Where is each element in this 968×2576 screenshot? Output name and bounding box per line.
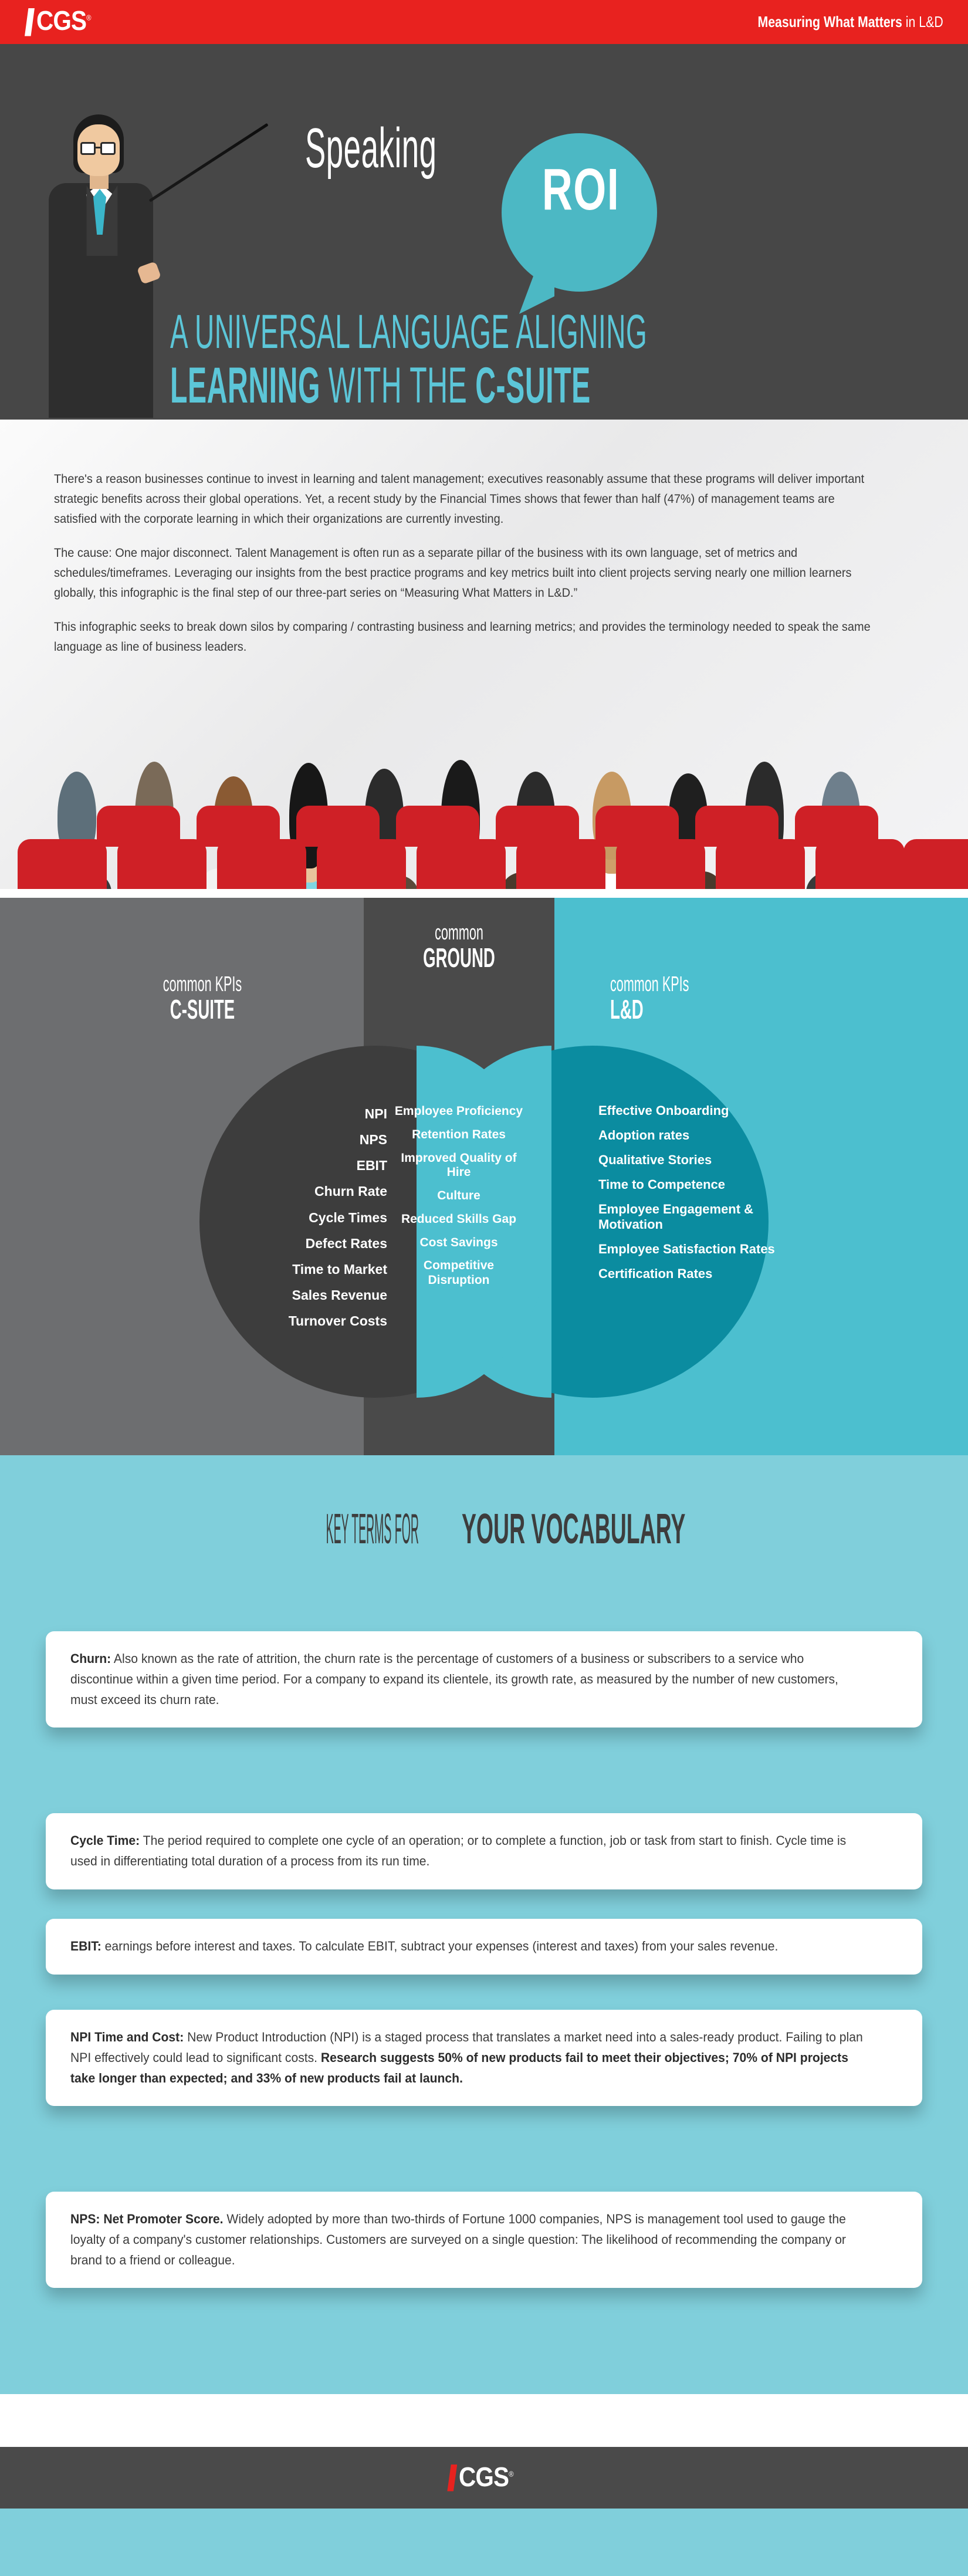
- venn-kpi-item: Retention Rates: [412, 1127, 506, 1141]
- key-term-label: Cycle Time:: [70, 1833, 140, 1848]
- cgs-slash-icon: [25, 8, 35, 36]
- header-bar: [0, 0, 968, 44]
- venn-kpi-item: NPS: [359, 1132, 387, 1148]
- theater-seat: [296, 806, 380, 847]
- venn-right-header-big: L&D: [610, 993, 644, 1025]
- intro-paragraph-2: The cause: One major disconnect. Talent Management is often run as a separate pillar of the business with its own language, set of metrics and schedules/timeframes. Leveraging our insights from the best practice programs and key metrics built into client projects serving nearly one million learners globally, this infographic is the final step of our three-part series on “Measuring What Matters in L&D.”: [54, 546, 852, 600]
- venn-kpi-item: Time to Market: [292, 1261, 387, 1277]
- venn-kpi-item: Effective Onboarding: [598, 1103, 729, 1118]
- registered-mark-icon: ®: [86, 13, 91, 22]
- venn-kpi-item: Adoption rates: [598, 1127, 690, 1142]
- venn-ld-kpi-list: [598, 1103, 798, 1291]
- pointer-stick-icon: [149, 123, 269, 202]
- venn-center-header-big: GROUND: [423, 942, 495, 973]
- cgs-logo-text: CGS®: [36, 5, 91, 36]
- header-tagline-light: in L&D: [902, 13, 943, 31]
- venn-kpi-item: Employee Proficiency: [394, 1104, 523, 1118]
- venn-overlap-kpi-list: [394, 1104, 523, 1297]
- key-term-card: [46, 2010, 922, 2106]
- theater-seat: [396, 806, 479, 847]
- venn-kpi-item: Time to Competence: [598, 1177, 725, 1192]
- intro-paragraph-3: This infographic seeks to break down silos by comparing / contrasting business and learning metrics; and provides the terminology needed to speak the same language as line of business leaders.: [54, 620, 871, 654]
- venn-kpi-item: Turnover Costs: [288, 1313, 387, 1328]
- hero-title-csuite: C-SUITE: [475, 357, 591, 414]
- footer-bar: [0, 2447, 968, 2509]
- registered-mark-icon: ®: [509, 2469, 514, 2479]
- theater-seat: [18, 839, 107, 889]
- venn-kpi-item: Defect Rates: [305, 1235, 387, 1251]
- key-term-text: Cycle Time: The period required to complete one cycle of an operation; or to complete a function, job or task from start to finish. Cycle time is used in differentiating total duration of a process from its run time.: [70, 1833, 847, 1868]
- key-term-emphasis: Research suggests 50% of new products fail to meet their objectives; 70% of NPI projects take longer than expected; and 33% of new products fail at launch.: [70, 2050, 848, 2085]
- hero-section: [0, 44, 968, 420]
- key-term-text: NPS: Net Promoter Score. Widely adopted by more than two-thirds of Fortune 1000 companies, NPS is management tool used to gauge the loyalty of a company's customer relationships. Customers are surveyed on a single question: The likelihood of recommending the company or brand to a friend or colleague.: [70, 2212, 846, 2267]
- hero-title-line1: A UNIVERSAL LANGUAGE ALIGNING: [170, 305, 648, 359]
- key-term-text: Churn: Also known as the rate of attrition, the churn rate is the percentage of customers of a business or subscribers to a service who discontinue within a given time period. For a company to expand its clientele, its growth rate, as measured by the number of new customers, must exceed its churn rate.: [70, 1651, 838, 1707]
- theater-seat: [197, 806, 280, 847]
- key-terms-title: [0, 1506, 968, 1553]
- key-terms-title-bold: YOUR VOCABULARY: [461, 1506, 685, 1553]
- venn-kpi-item: Competitive Disruption: [423, 1259, 495, 1287]
- key-term-label: NPI Time and Cost:: [70, 2030, 184, 2044]
- venn-right-header: [610, 973, 862, 1023]
- key-terms-section: [0, 1455, 968, 2394]
- theater-seat: [903, 839, 968, 889]
- venn-right-header-small: common KPIs: [610, 972, 689, 996]
- venn-center-header: [364, 921, 554, 972]
- venn-kpi-item: Employee Satisfaction Rates: [598, 1241, 775, 1256]
- venn-kpi-item: Cycle Times: [309, 1209, 387, 1225]
- footer-bottom-band: [0, 2509, 968, 2576]
- venn-section: [0, 898, 968, 1455]
- venn-left-header-small: common KPIs: [163, 972, 242, 996]
- venn-kpi-item: Sales Revenue: [292, 1287, 387, 1303]
- footer-cgs-logo[interactable]: [447, 2461, 520, 2492]
- header-tagline: Measuring What Matters in L&D: [757, 13, 943, 31]
- theater-seat: [695, 806, 779, 847]
- venn-left-header: [76, 973, 329, 1023]
- presenter-illustration: [32, 88, 185, 420]
- key-term-label: EBIT:: [70, 1939, 101, 1953]
- venn-center-header-small: common: [435, 920, 483, 944]
- venn-kpi-item: Certification Rates: [598, 1266, 713, 1281]
- footer-logo-text: CGS®: [459, 2461, 514, 2492]
- venn-kpi-item: Culture: [437, 1189, 480, 1203]
- intro-paragraph-1: There's a reason businesses continue to invest in learning and talent management; executives reasonably assume that these programs will deliver important strategic benefits across their global operations. Yet, a recent study by the Financial Times shows that fewer than half (47%) of management teams are satisfied with the corporate learning in which their organizations are currently investing.: [54, 472, 865, 526]
- key-term-text: EBIT: earnings before interest and taxes. To calculate EBIT, subtract your expenses (interest and taxes) from your sales revenue.: [70, 1939, 779, 1953]
- venn-left-header-big: C-SUITE: [170, 993, 235, 1025]
- venn-kpi-item: Reduced Skills Gap: [401, 1212, 517, 1226]
- venn-kpi-item: Cost Savings: [419, 1235, 498, 1249]
- key-term-card: [46, 1919, 922, 1975]
- theater-seat: [97, 806, 180, 847]
- intro-copy: [54, 469, 916, 671]
- key-term-label: NPS: Net Promoter Score.: [70, 2212, 224, 2226]
- venn-kpi-item: Improved Quality of Hire: [401, 1151, 517, 1179]
- cgs-slash-icon: [447, 2465, 457, 2492]
- key-term-card: [46, 1813, 922, 1889]
- intro-section: [0, 420, 968, 889]
- key-term-card: [46, 2192, 922, 2288]
- hero-title-line2: [170, 357, 591, 414]
- venn-csuite-kpi-list: [211, 1106, 387, 1339]
- hero-script-word: Speaking: [305, 117, 437, 180]
- hero-title-with-the: WITH THE: [320, 357, 476, 414]
- theater-seat: [795, 806, 878, 847]
- theater-seat: [595, 806, 679, 847]
- cgs-logo[interactable]: [25, 5, 98, 36]
- theater-seat: [496, 806, 579, 847]
- venn-kpi-item: Qualitative Stories: [598, 1152, 712, 1167]
- key-term-text: NPI Time and Cost: New Product Introduction (NPI) is a staged process that translates a market need into a sales-ready product. Failing to plan NPI effectively could lead to significant costs. Research suggests 50% of new products fail to meet their objectives; 70% of NPI projects take longer than expected; and 33% of new products fail at launch.: [70, 2030, 863, 2085]
- venn-kpi-item: EBIT: [356, 1158, 387, 1174]
- key-term-card: [46, 1631, 922, 1728]
- hero-title: [170, 305, 815, 414]
- audience-illustration: [0, 701, 968, 889]
- hero-title-learning: LEARNING: [170, 357, 320, 414]
- key-terms-title-light: KEY TERMS FOR: [326, 1506, 419, 1553]
- hero-bubble-word: ROI: [541, 157, 620, 222]
- venn-kpi-item: Churn Rate: [314, 1184, 387, 1199]
- venn-kpi-item: Employee Engagement & Motivation: [598, 1201, 754, 1232]
- venn-kpi-item: NPI: [364, 1106, 387, 1121]
- key-term-label: Churn:: [70, 1651, 111, 1666]
